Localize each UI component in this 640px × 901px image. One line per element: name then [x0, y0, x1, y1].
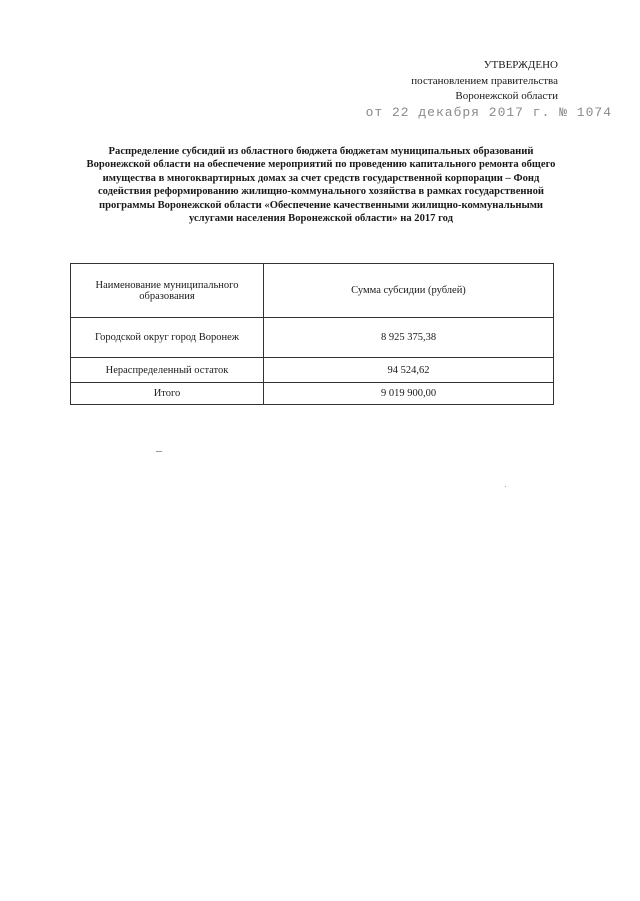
scan-speck — [505, 486, 506, 487]
table-row — [71, 318, 554, 358]
table-row — [71, 383, 554, 405]
header-municipality: Наименование муниципального образования — [71, 264, 264, 318]
header-subsidy-amount: Сумма субсидии (рублей) — [264, 264, 554, 318]
document-title: Распределение субсидий из областного бюджета бюджетам муниципальных образований Воронежской области на обеспечение мероприятий по проведению капитального ремонта общего имущества в многоквартирных домах за счет средств государственной корпорации – Фонд содействия реформированию жилищно-коммунального хозяйства в рамках государственной программы Воронежской области «Обеспечение качественными жилищно-коммунальными услугами населения Воронежской области» на 2017 год — [86, 146, 556, 225]
approval-date-number: от 22 декабря 2017 г. № 1074 — [365, 104, 612, 120]
subsidy-table — [70, 263, 554, 405]
cell-amount: 94 524,62 — [264, 358, 554, 383]
table-row — [71, 358, 554, 383]
approval-block — [365, 58, 612, 120]
cell-municipality: Городской округ город Воронеж — [71, 318, 264, 358]
table-header-row — [71, 264, 554, 318]
cell-total-label: Итого — [71, 383, 264, 405]
approval-line-1: постановлением правительства — [411, 74, 558, 87]
cell-municipality: Нераспределенный остаток — [71, 358, 264, 383]
cell-total-amount: 9 019 900,00 — [264, 383, 554, 405]
scan-speck — [156, 451, 162, 452]
approval-line-2: Воронежской области — [455, 90, 558, 102]
cell-amount: 8 925 375,38 — [264, 318, 554, 358]
approval-heading: УТВЕРЖДЕНО — [483, 59, 558, 71]
